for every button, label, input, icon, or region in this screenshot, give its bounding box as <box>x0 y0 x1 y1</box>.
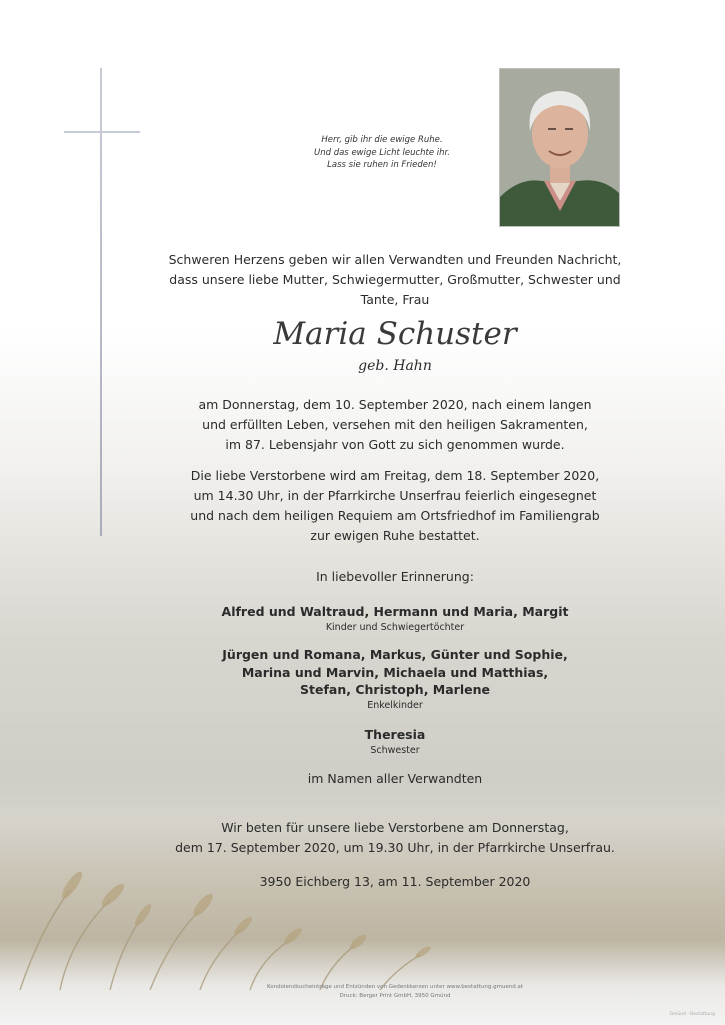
footer-notes <box>150 983 640 1001</box>
family-relation: Kinder und Schwiegertöchter <box>325 621 465 633</box>
funeral-line: Die liebe Verstorbene wird am Freitag, dem 18. September 2020, <box>190 468 600 483</box>
prayer-service-line: dem 17. September 2020, um 19.30 Uhr, in der Pfarrkirche Unserfrau. <box>175 840 615 855</box>
family-group-children <box>150 603 640 635</box>
prayer-line: Herr, gib ihr die ewige Ruhe. <box>321 135 443 145</box>
announcement-intro <box>150 250 640 310</box>
intro-line: Schweren Herzens geben wir allen Verwandten und Freunden Nachricht, <box>168 252 622 267</box>
portrait-illustration <box>500 69 619 226</box>
family-names: Jürgen und Romana, Markus, Günter und Sophie, <box>222 647 568 662</box>
family-relation: Schwester <box>370 744 420 756</box>
place-and-date: 3950 Eichberg 13, am 11. September 2020 <box>259 874 531 889</box>
death-line: am Donnerstag, dem 10. September 2020, nach einem langen <box>198 397 592 412</box>
memory-heading: In liebevoller Erinnerung: <box>316 569 474 584</box>
family-group-sister <box>150 726 640 758</box>
prayer-service-line: Wir beten für unsere liebe Verstorbene am Donnerstag, <box>221 820 569 835</box>
cross-vertical-bar <box>100 68 102 536</box>
family-names: Marina und Marvin, Michaela und Matthias, <box>241 664 549 680</box>
all-relatives-line: im Namen aller Verwandten <box>307 771 483 786</box>
family-names: Stefan, Christoph, Marlene <box>300 682 490 697</box>
prayer-verse <box>262 134 502 172</box>
funeral-paragraph <box>150 466 640 546</box>
family-relation: Enkelkinder <box>367 699 423 711</box>
cross-horizontal-bar <box>64 131 140 133</box>
family-group-grandchildren <box>150 646 640 713</box>
family-names: Alfred und Waltraud, Hermann und Maria, Margit <box>221 604 569 619</box>
prayer-service-paragraph <box>150 818 640 858</box>
maiden-name: geb. Hahn <box>358 358 432 374</box>
death-line: im 87. Lebensjahr von Gott zu sich genommen wurde. <box>225 437 565 452</box>
funeral-line: und nach dem heiligen Requiem am Ortsfriedhof im Familiengrab <box>190 508 600 523</box>
footer-condolence-line: Kondolenzbucheinträge und Entzünden von Gedenkkerzen unter www.bestattung.gmuend.at <box>266 984 524 990</box>
death-line: und erfüllten Leben, versehen mit den heiligen Sakramenten, <box>202 417 588 432</box>
intro-line: Tante, Frau <box>360 292 430 307</box>
funeral-line: zur ewigen Ruhe bestattet. <box>310 528 480 543</box>
intro-line: dass unsere liebe Mutter, Schwiegermutter, Großmutter, Schwester und <box>169 272 621 287</box>
credit-mark: Gmünd · Bestattung <box>669 1012 715 1017</box>
prayer-line: Und das ewige Licht leuchte ihr. <box>314 147 450 158</box>
prayer-line: Lass sie ruhen in Frieden! <box>327 160 437 170</box>
deceased-name: Maria Schuster <box>273 316 517 352</box>
family-names: Theresia <box>364 727 426 742</box>
death-paragraph <box>150 395 640 455</box>
funeral-line: um 14.30 Uhr, in der Pfarrkirche Unserfrau feierlich eingesegnet <box>193 488 597 503</box>
portrait-photo <box>499 68 620 227</box>
footer-print-line: Druck: Berger Print GmbH, 3950 Gmünd <box>339 993 451 999</box>
